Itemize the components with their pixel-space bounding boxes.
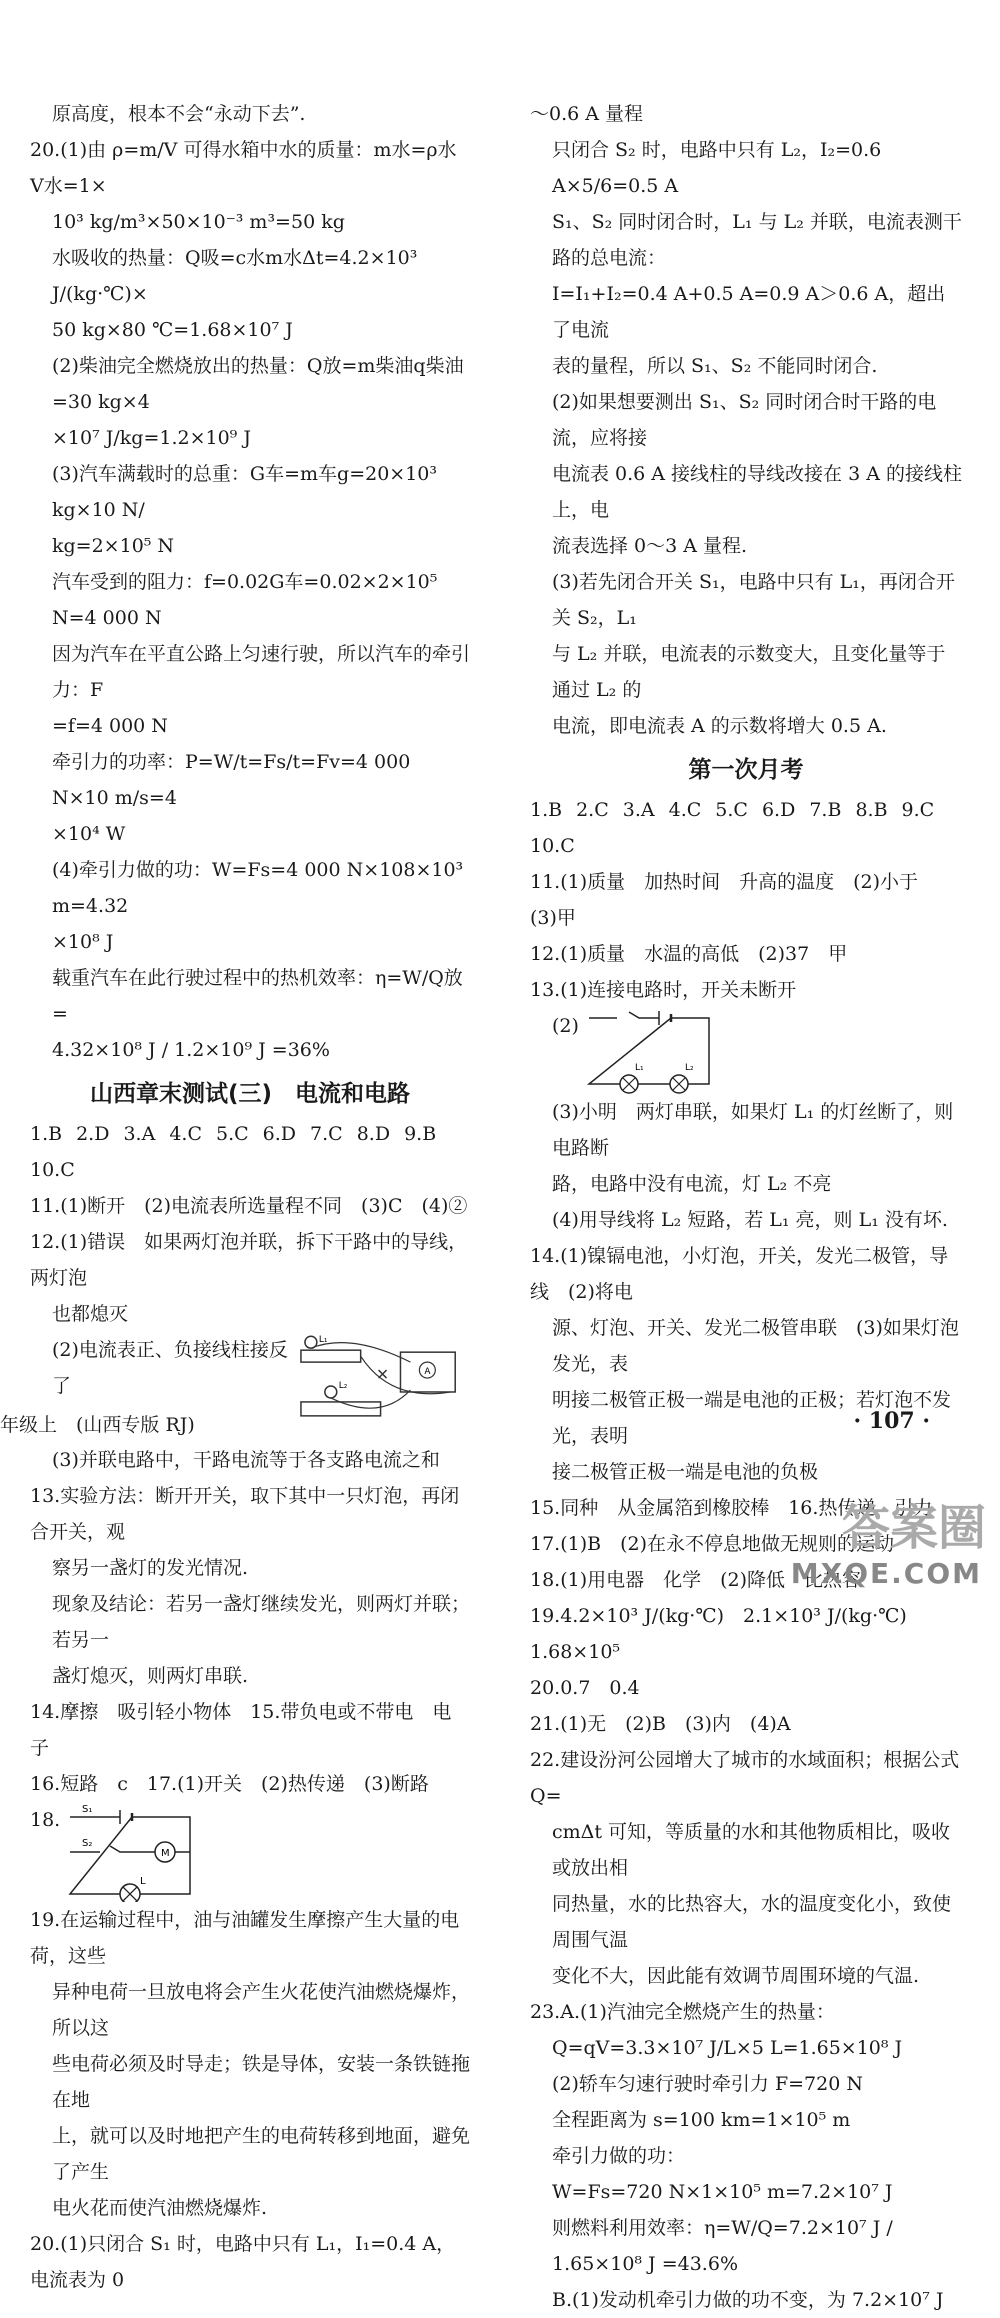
- text-line: ～0.6 A 量程: [530, 103, 644, 125]
- answer-13: 13.实验方法：断开开关，取下其中一只灯泡，再闭合开关，观: [30, 1485, 460, 1543]
- choice-answer: 2.D: [76, 1123, 110, 1145]
- text-line: (2)电流表正、负接线柱接反了: [52, 1339, 288, 1397]
- choice-answer: 3.A: [622, 799, 655, 821]
- choice-answer: 1.B: [530, 799, 563, 821]
- label-s1: S₁: [82, 1804, 93, 1815]
- choice-answer: 9.B: [404, 1123, 437, 1145]
- choice-answer: 7.C: [310, 1123, 343, 1145]
- text-line: B.(1)发动机牵引力做的功不变，为 7.2×10⁷ J: [552, 2289, 944, 2311]
- answer-21: 21.(1)无 (2)B (3)内 (4)A: [530, 1713, 791, 1735]
- choice-answer: 3.A: [123, 1123, 156, 1145]
- text-line: 流表选择 0～3 A 量程.: [552, 535, 748, 557]
- answer-12: 12.(1)错误 如果两灯泡并联，拆下干路中的导线，两灯泡: [30, 1231, 468, 1289]
- choice-answers: [30, 1116, 470, 1188]
- answer-15-16: 15.同种 从金属箔到橡胶棒 16.热传递 引力: [530, 1497, 933, 1519]
- text-line: kg=2×10⁵ N: [52, 535, 175, 557]
- label-m: M: [161, 1848, 170, 1859]
- answer-17: 17.(1)B (2)在永不停息地做无规则的运动: [530, 1533, 895, 1555]
- text-line: W=Fs=720 N×1×10⁵ m=7.2×10⁷ J: [552, 2181, 893, 2203]
- answer-16-17: 16.短路 c 17.(1)开关 (2)热传递 (3)断路: [30, 1773, 429, 1795]
- text-line: 电流，即电流表 A 的示数将增大 0.5 A.: [552, 715, 887, 737]
- answer-12: 12.(1)质量 水温的高低 (2)37 甲: [530, 943, 848, 965]
- answer-18: 18.(1)用电器 化学 (2)降低 比热容: [530, 1569, 862, 1591]
- answer-18-row: [30, 1802, 470, 1902]
- answer-20b: 20.(1)只闭合 S₁ 时，电路中只有 L₁，I₁=0.4 A，电流表为 0: [30, 2233, 456, 2291]
- text-line: 50 kg×80 ℃=1.68×10⁷ J: [52, 319, 293, 341]
- choice-answer: 5.C: [216, 1123, 249, 1145]
- choice-answers: [530, 792, 962, 864]
- label-a: A: [424, 1367, 431, 1378]
- text-line: 因为汽车在平直公路上匀速行驶，所以汽车的牵引力：F: [52, 643, 471, 701]
- text-line: 与 L₂ 并联，电流表的示数变大，且变化量等于通过 L₂ 的: [552, 643, 946, 701]
- answer-18-label: 18.: [30, 1809, 61, 1831]
- choice-answer: 4.C: [169, 1123, 202, 1145]
- label-l2: L₂: [684, 1063, 694, 1073]
- text-line: 电火花而使汽油燃烧爆炸.: [52, 2197, 268, 2219]
- answer-19: 19.在运输过程中，油与油罐发生摩擦产生大量的电荷，这些: [30, 1909, 460, 1967]
- label-s2: S₂: [82, 1838, 93, 1849]
- answer-22: 22.建设汾河公园增大了城市的水域面积；根据公式 Q=: [530, 1749, 960, 1807]
- text-line: Q=qV=3.3×10⁷ J/L×5 L=1.65×10⁸ J: [552, 2037, 903, 2059]
- text-line: 明接二极管正极一端是电池的正极；若灯泡不发光，表明: [552, 1389, 952, 1447]
- text-line: 接二极管正极一端是电池的负极: [552, 1461, 819, 1483]
- text-line: (3)并联电路中，干路电流等于各支路电流之和: [52, 1449, 440, 1471]
- text-line: (2)柴油完全燃烧放出的热量：Q放=m柴油q柴油=30 kg×4: [52, 355, 464, 413]
- text-line: 全程距离为 s=100 km=1×10⁵ m: [552, 2109, 851, 2131]
- choice-answer: 4.C: [668, 799, 702, 821]
- text-line: 牵引力的功率：P=W/t=Fs/t=Fv=4 000 N×10 m/s=4: [52, 751, 411, 809]
- text-line: (3)若先闭合开关 S₁，电路中只有 L₁，再闭合开关 S₂，L₁: [552, 571, 955, 629]
- right-column: [530, 96, 962, 2318]
- text-line: cmΔt 可知，等质量的水和其他物质相比，吸收或放出相: [552, 1821, 951, 1879]
- text-line: (4)用导线将 L₂ 短路，若 L₁ 亮，则 L₁ 没有坏.: [552, 1209, 948, 1231]
- choice-answer: 6.D: [761, 799, 796, 821]
- text-line: 只闭合 S₂ 时，电路中只有 L₂，I₂=0.6 A×5/6=0.5 A: [552, 139, 882, 197]
- label-l: L: [140, 1876, 146, 1887]
- text-line: ×10⁷ J/kg=1.2×10⁹ J: [52, 427, 251, 449]
- choice-answer: 1.B: [30, 1123, 63, 1145]
- answer-14-15: 14.摩擦 吸引轻小物体 15.带负电或不带电 电子: [30, 1701, 452, 1759]
- choice-answer: 9.C: [901, 799, 935, 821]
- text-line: ×10⁴ W: [52, 823, 126, 845]
- choice-answer: 8.B: [855, 799, 888, 821]
- text-line: (3)汽车满载时的总重：G车=m车g=20×10³ kg×10 N/: [52, 463, 438, 521]
- page-number: · 107 ·: [853, 1408, 930, 1434]
- text-line: 察另一盏灯的发光情况.: [52, 1557, 249, 1579]
- choice-answer: 10.C: [30, 1159, 75, 1181]
- watermark-url: MXQE.COM: [790, 1557, 982, 1590]
- choice-answer: 8.D: [356, 1123, 391, 1145]
- circuit-diagram-13: [579, 1008, 719, 1094]
- text-line: 些电荷必须及时导走；铁是导体，安装一条铁链拖在地: [52, 2053, 471, 2111]
- text-line: (2): [552, 1015, 579, 1037]
- answer-20: 20.0.7 0.4: [530, 1677, 640, 1699]
- text-line: (2)如果想要测出 S₁、S₂ 同时闭合时干路的电流，应将接: [552, 391, 937, 449]
- answer-13: 13.(1)连接电路时，开关未断开: [530, 979, 797, 1001]
- text-line: 电流表 0.6 A 接线柱的导线改接在 3 A 的接线柱上，电: [552, 463, 962, 521]
- choice-answer: 7.B: [809, 799, 842, 821]
- text-line: I=I₁+I₂=0.4 A+0.5 A=0.9 A＞0.6 A，超出了电流: [552, 283, 946, 341]
- text-line: 水吸收的热量：Q吸=c水m水Δt=4.2×10³ J/(kg·℃)×: [52, 247, 418, 305]
- answer-13-circuit-row: [530, 1008, 962, 1094]
- text-line: 变化不大，因此能有效调节周围环境的气温.: [552, 1965, 920, 1987]
- text-line: (4)牵引力做的功：W=Fs=4 000 N×108×10³ m=4.32: [52, 859, 464, 917]
- left-column: [30, 96, 470, 2298]
- text-line: 原高度，根本不会“永动下去”.: [52, 103, 306, 125]
- circuit-photo-diagram: [291, 1332, 470, 1442]
- text-line: 4.32×10⁸ J / 1.2×10⁹ J =36%: [52, 1039, 330, 1061]
- choice-answer: 6.D: [262, 1123, 297, 1145]
- answer-11: 11.(1)断开 (2)电流表所选量程不同 (3)C (4)②: [30, 1195, 468, 1217]
- section-title: 第一次月考: [688, 757, 804, 783]
- text-line: 则燃料利用效率：η=W/Q=7.2×10⁷ J / 1.65×10⁸ J =43.6%: [552, 2217, 893, 2275]
- label-l1: L₁: [634, 1063, 644, 1073]
- text-line: 现象及结论：若另一盏灯继续发光，则两灯并联；若另一: [52, 1593, 471, 1651]
- text-line: 路，电路中没有电流，灯 L₂ 不亮: [552, 1173, 832, 1195]
- text-line: (3)小明 两灯串联，如果灯 L₁ 的灯丝断了，则电路断: [552, 1101, 954, 1159]
- text-line: 载重汽车在此行驶过程中的热机效率：η=W/Q放=: [52, 967, 463, 1025]
- choice-answer: 5.C: [715, 799, 748, 821]
- text-line: 同热量，水的比热容大，水的温度变化小，致使周围气温: [552, 1893, 952, 1951]
- text-line: 牵引力做的功：: [552, 2145, 686, 2167]
- text-line: 10³ kg/m³×50×10⁻³ m³=50 kg: [52, 211, 345, 233]
- circuit-diagram-18: [60, 1802, 210, 1902]
- watermark-logo: 答案圈: [841, 1500, 986, 1556]
- text-line: 源、灯泡、开关、发光二极管串联 (3)如果灯泡发光，表: [552, 1317, 959, 1375]
- choice-answer: 2.C: [576, 799, 609, 821]
- label-l2: L₂: [338, 1380, 348, 1391]
- answer-14: 14.(1)镍镉电池，小灯泡，开关，发光二极管，导线 (2)将电: [530, 1245, 949, 1303]
- text-line: 也都熄灭: [52, 1303, 129, 1325]
- choice-answer: 10.C: [530, 835, 575, 857]
- answer-23: 23.A.(1)汽油完全燃烧产生的热量：: [530, 2001, 835, 2023]
- answer-11: 11.(1)质量 加热时间 升高的温度 (2)小于 (3)甲: [530, 871, 938, 929]
- text-line: S₁、S₂ 同时闭合时，L₁ 与 L₂ 并联，电流表测干路的总电流：: [552, 211, 962, 269]
- label-l1: L₁: [318, 1335, 328, 1346]
- text-line: 上，就可以及时地把产生的电荷转移到地面，避免了产生: [52, 2125, 471, 2183]
- text-line: 异种电荷一旦放电将会产生火花使汽油燃烧爆炸，所以这: [52, 1981, 471, 2039]
- text-line: =f=4 000 N: [52, 715, 168, 737]
- section-title: 山西章末测试(三) 电流和电路: [89, 1081, 411, 1107]
- text-line: (2)轿车匀速行驶时牵引力 F=720 N: [552, 2073, 863, 2095]
- footer-grade-label: 年级上 (山西专版 RJ): [0, 1414, 195, 1436]
- text-line: 汽车受到的阻力：f=0.02G车=0.02×2×10⁵ N=4 000 N: [52, 571, 438, 629]
- text-line: ×10⁸ J: [52, 931, 114, 953]
- answer-20-line: 20.(1)由 ρ=m/V 可得水箱中水的质量：m水=ρ水V水=1×: [30, 139, 457, 197]
- answer-19: 19.4.2×10³ J/(kg·℃) 2.1×10³ J/(kg·℃) 1.68×10⁵: [530, 1605, 926, 1663]
- text-line: 表的量程，所以 S₁、S₂ 不能同时闭合.: [552, 355, 878, 377]
- text-line: 盏灯熄灭，则两灯串联.: [52, 1665, 249, 1687]
